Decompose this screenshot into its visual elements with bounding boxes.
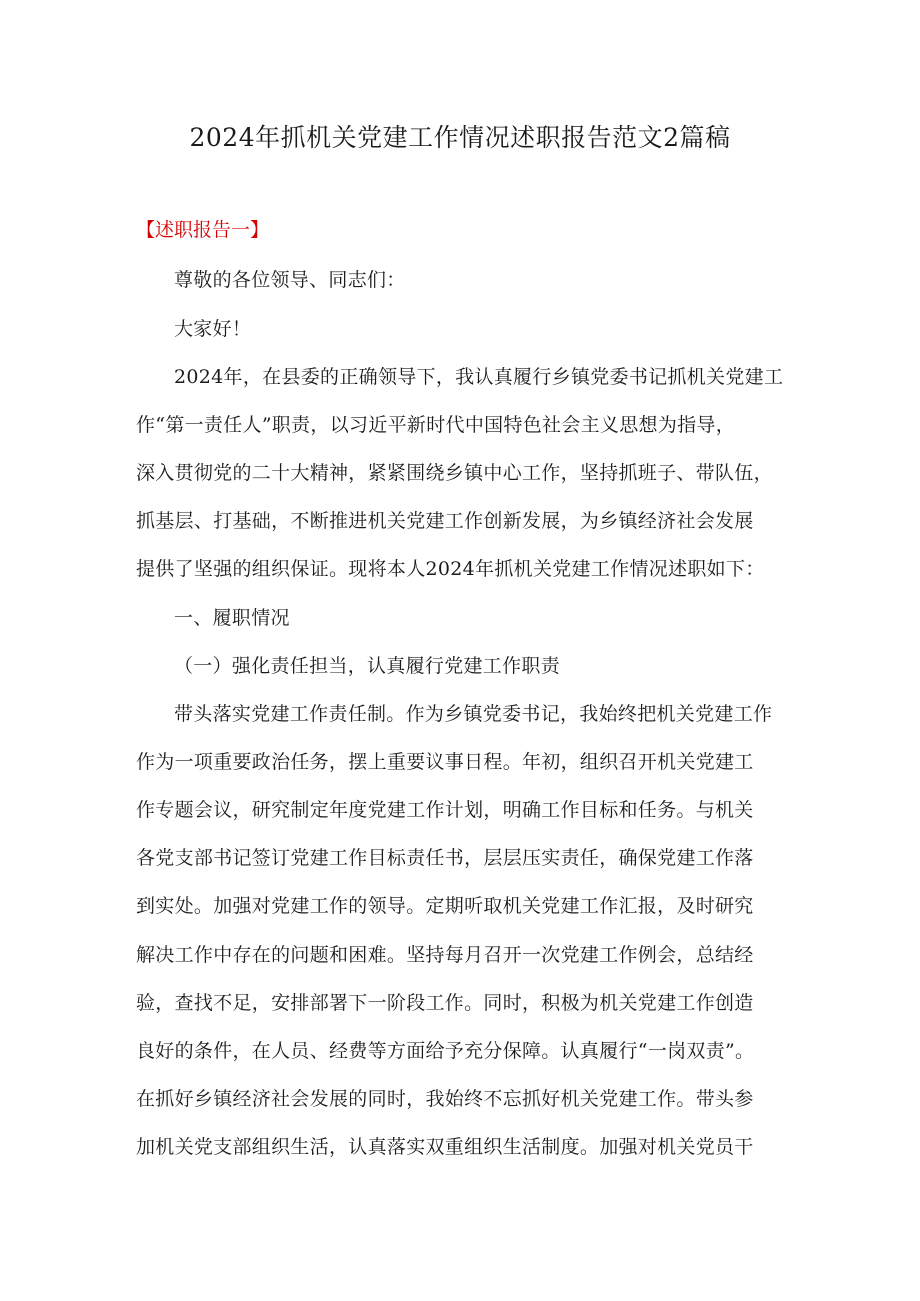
paragraph-line: 各党支部书记签订党建工作目标责任书，层层压实责任，确保党建工作落 [136,847,754,869]
paragraph-line: 加机关党支部组织生活，认真落实双重组织生活制度。加强对机关党员干 [136,1136,754,1158]
paragraph-line: 作“第一责任人”职责，以习近平新时代中国特色社会主义思想为指导， [136,414,736,436]
paragraph-line: 抓基层、打基础，不断推进机关党建工作创新发展，为乡镇经济社会发展 [136,510,754,532]
greeting-line: 大家好！ [174,318,252,340]
subsection-heading-line: （一）强化责任担当，认真履行党建工作职责 [174,655,561,677]
paragraph-line: 作专题会议，研究制定年度党建工作计划，明确工作目标和任务。与机关 [136,799,754,821]
paragraph-line: 验，查找不足，安排部署下一阶段工作。同时，积极为机关党建工作创造 [136,992,754,1014]
paragraph-line: 2024年，在县委的正确领导下，我认真履行乡镇党委书记抓机关党建工 [174,366,784,388]
paragraph-line: 深入贯彻党的二十大精神，紧紧围绕乡镇中心工作，坚持抓班子、带队伍， [136,462,773,484]
document-title: 2024年抓机关党建工作情况述职报告范文2篇稿 [189,123,731,152]
paragraph-line: 提供了坚强的组织保证。现将本人2024年抓机关党建工作情况述职如下： [136,558,765,580]
salutation-line: 尊敬的各位领导、同志们： [174,269,406,291]
paragraph-line: 作为一项重要政治任务，摆上重要议事日程。年初，组织召开机关党建工 [136,751,754,773]
paragraph-line: 带头落实党建工作责任制。作为乡镇党委书记，我始终把机关党建工作 [174,703,773,725]
section-heading-report-one: 【述职报告一】 [136,219,270,241]
paragraph-line: 良好的条件，在人员、经费等方面给予充分保障。认真履行“一岗双责”。 [136,1040,755,1062]
paragraph-line: 到实处。加强对党建工作的领导。定期听取机关党建工作汇报，及时研究 [136,895,754,917]
section-heading-line: 一、履职情况 [174,607,290,629]
paragraph-line: 在抓好乡镇经济社会发展的同时，我始终不忘抓好机关党建工作。带头参 [136,1088,754,1110]
paragraph-line: 解决工作中存在的问题和困难。坚持每月召开一次党建工作例会，总结经 [136,944,754,966]
